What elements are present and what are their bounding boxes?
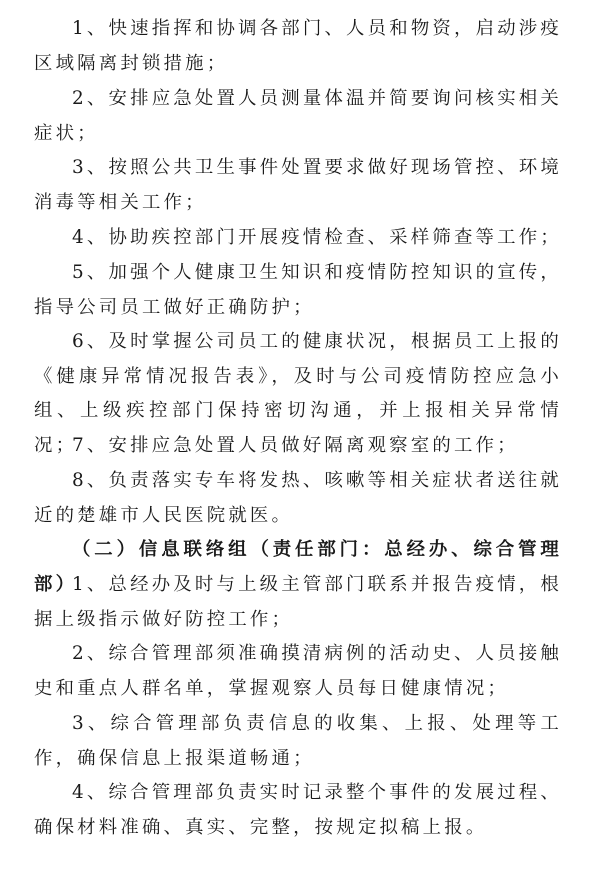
section1-item-8: 8、负责落实专车将发热、咳嗽等相关症状者送往就近的楚雄市人民医院就医。	[34, 470, 562, 526]
section1-item-4: 4、协助疾控部门开展疫情检查、采样筛查等工作；	[72, 227, 562, 248]
section2-item-4: 4、综合管理部负责实时记录整个事件的发展过程、确保材料准确、真实、完整，按规定拟稿上报。	[34, 782, 562, 838]
section2-heading: （二）信息联络组（责任部门：总经办、综合管理部）	[34, 539, 562, 595]
section1-item-6: 6、及时掌握公司员工的健康状况，根据员工上报的《健康异常情况报告表》，及时与公司疫情防控应急小组、上级疾控部门保持密切沟通，并上报相关异常情况；	[34, 331, 562, 457]
section1-item-3: 3、按照公共卫生事件处置要求做好现场管控、环境消毒等相关工作；	[34, 157, 562, 213]
section2-item-1: 1、总经办及时与上级主管部门联系并报告疫情，根据上级指示做好防控工作；	[34, 574, 562, 630]
section1-item-2: 2、安排应急处置人员测量体温并简要询问核实相关症状；	[34, 88, 562, 144]
section2-item-2: 2、综合管理部须准确摸清病例的活动史、人员接触史和重点人群名单，掌握观察人员每日健康情况；	[34, 643, 562, 699]
section1-item-7: 7、安排应急处置人员做好隔离观察室的工作；	[72, 435, 519, 456]
section2-item-3: 3、综合管理部负责信息的收集、上报、处理等工作，确保信息上报渠道畅通；	[34, 713, 562, 769]
section1-item-1: 1、快速指挥和协调各部门、人员和物资，启动涉疫区域隔离封锁措施；	[34, 18, 562, 74]
section1-item-5: 5、加强个人健康卫生知识和疫情防控知识的宣传，指导公司员工做好正确防护；	[34, 262, 562, 318]
